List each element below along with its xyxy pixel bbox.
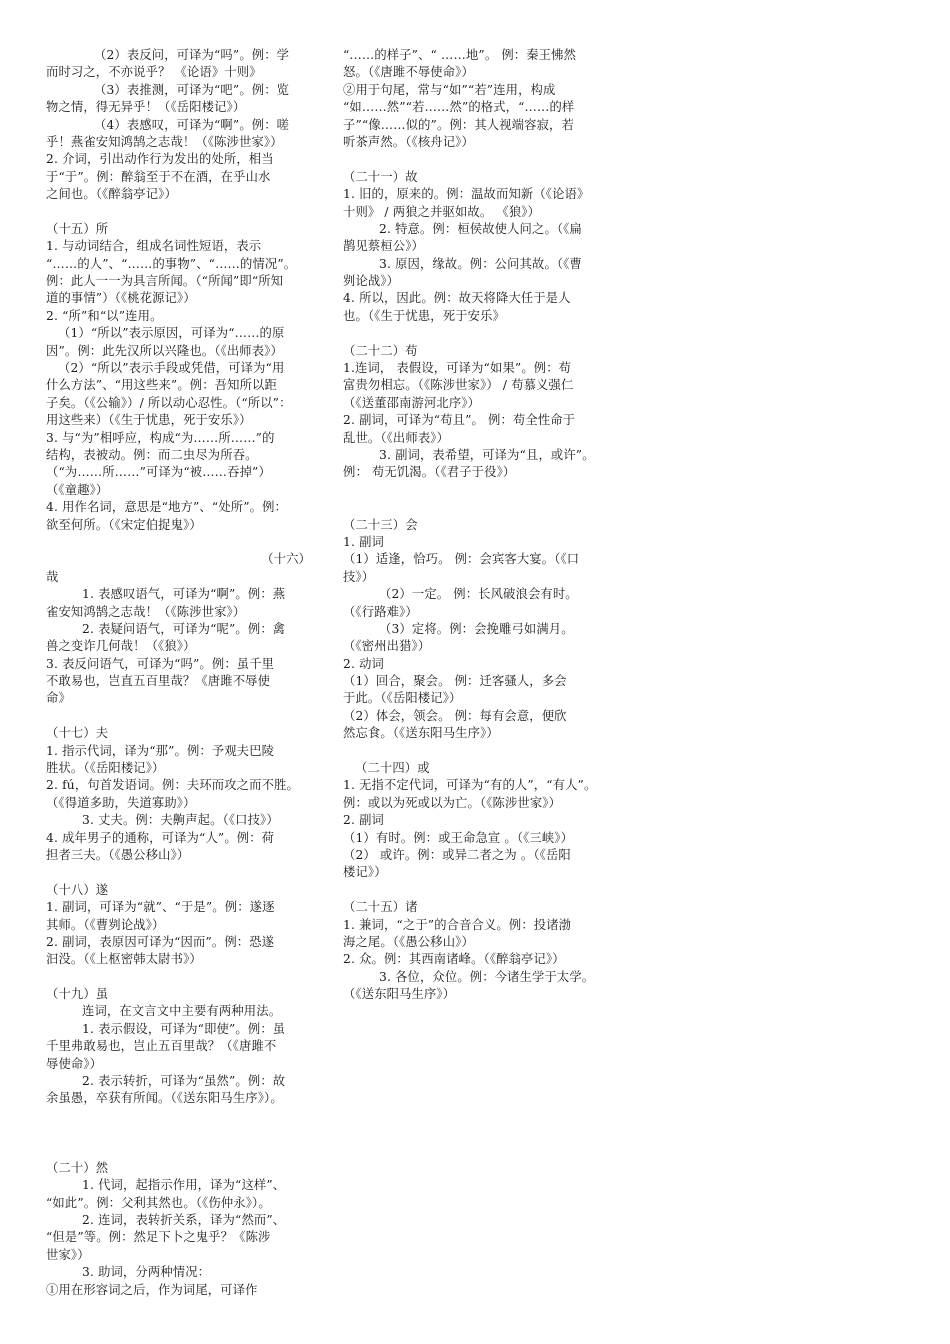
text-line: （1）有时。例：或王命急宣 。（《三峡》） bbox=[343, 830, 574, 845]
text-line: 2. 介词，引出动作行为发出的处所，相当 bbox=[46, 152, 274, 167]
text-line: 1. 代词，起指示作用，译为“这样”、 bbox=[82, 1178, 286, 1193]
text-line: “如……然”“若……然”的格式，“……的样 bbox=[343, 100, 575, 115]
text-line: 1. 表示假设，可译为“即使”。例：虽 bbox=[82, 1021, 286, 1036]
text-line: 胜状。（《岳阳楼记》） bbox=[46, 761, 165, 776]
text-line: （二十三）会 bbox=[343, 517, 418, 532]
text-line: ②用于句尾，常与“如”“若”连用，构成 bbox=[343, 82, 556, 97]
text-line: 辱使命》） bbox=[46, 1056, 103, 1071]
text-line: 十则》 / 两狼之并驱如故。 《狼》） bbox=[343, 204, 541, 219]
text-line: 3. 各位，众位。例：今诸生学于太学。 bbox=[379, 969, 595, 984]
text-line: （十六） bbox=[261, 552, 311, 567]
text-line: 也。（《生于忧患，死于安乐》 bbox=[343, 308, 505, 323]
text-line: ①用在形容词之后，作为词尾，可译作 bbox=[46, 1282, 258, 1297]
text-line: 而时习之，不亦说乎？ 《论语》十则》 bbox=[46, 65, 262, 80]
text-line: “……的样子”、“ ……地”。 例：秦王怫然 bbox=[343, 48, 577, 62]
blank-line bbox=[46, 969, 311, 986]
text-line: （二十四）或 bbox=[355, 761, 430, 776]
text-line: 兽之变诈几何哉！（《狼》） bbox=[46, 639, 196, 654]
text-line: 1. 旧的，原来的。例：温故而知新（《论语》 bbox=[343, 187, 590, 202]
right-column bbox=[343, 47, 611, 1004]
text-line: 其师。（《曹刿论战》） bbox=[46, 917, 165, 932]
text-line: （二十五）诸 bbox=[343, 900, 418, 915]
text-line: 世家》） bbox=[46, 1247, 90, 1262]
text-line: 因”。例：此先汉所以兴隆也。（《出师表》） bbox=[46, 343, 283, 358]
text-line: 担者三夫。（《愚公移山》） bbox=[46, 847, 190, 862]
text-line: 例： 苟无饥渴。（《君子于役》） bbox=[343, 465, 516, 480]
text-line: 物之情，得无异乎！（《岳阳楼记》） bbox=[46, 100, 246, 115]
blank-line bbox=[343, 482, 611, 517]
text-line: 2. fú，句首发语词。例：夫环而攻之而不胜。 bbox=[46, 778, 299, 793]
text-line: 2. 众。例：其西南诸峰。（《醉翁亭记》） bbox=[343, 952, 565, 967]
text-line: （3）定将。例：会挽雕弓如满月。 bbox=[379, 621, 574, 636]
text-line: （十七）夫 bbox=[46, 726, 109, 741]
text-line: （2）体会，领会。 例：每有会意，便欣 bbox=[343, 708, 567, 723]
text-line: 2. 副词 bbox=[343, 813, 384, 828]
text-line: 2. 副词，可译为“苟且”。 例：苟全性命于 bbox=[343, 413, 576, 428]
text-line: 例：此人一一为具言所闻。（“所闻”即“所知 bbox=[46, 274, 284, 289]
text-line: （2）“所以”表示手段或凭借，可译为“用 bbox=[58, 361, 285, 376]
text-line: 1. 表感叹语气，可译为“啊”。例：燕 bbox=[82, 587, 286, 602]
text-line: 2. 表示转折，可译为“虽然”。例：故 bbox=[82, 1074, 286, 1089]
text-line: （十九）虽 bbox=[46, 987, 109, 1002]
text-line: 刿论战》） bbox=[343, 274, 400, 289]
text-line: 欲至何所。（《宋定伯捉鬼》） bbox=[46, 517, 202, 532]
text-line: 4. 用作名词，意思是“地方”、“处所”。例： bbox=[46, 500, 287, 515]
text-line: （二十一）故 bbox=[343, 169, 418, 184]
text-line: 3. 副词，表希望，可译为“且，或许”。 bbox=[379, 447, 595, 462]
text-line: （十八）遂 bbox=[46, 882, 109, 897]
text-line: 3. 助词，分两种情况： bbox=[82, 1265, 211, 1280]
text-line: （《行路难》） bbox=[343, 604, 418, 619]
text-line: 1. 与动词结合，组成名词性短语，表示 bbox=[46, 239, 262, 254]
text-line: 1.连词， 表假设，可译为“如果”。例：苟 bbox=[343, 361, 572, 376]
text-line: 2. “所”和“以”连用。 bbox=[46, 308, 163, 323]
text-line: “……的人”、“……的事物”、“……的情况”。 bbox=[46, 256, 297, 271]
text-line: 2. 表疑问语气，可译为“呢”。例：禽 bbox=[82, 621, 286, 636]
text-line: 2. 副词，表原因可译为“因而”。例：恐遂 bbox=[46, 934, 275, 949]
text-line: 连词，在文言文中主要有两种用法。 bbox=[82, 1004, 282, 1019]
text-line: 1. 兼词，“之于”的合音合义。例：投诸渤 bbox=[343, 917, 572, 932]
text-line: 然忘食。（《送东阳马生序》） bbox=[343, 726, 499, 741]
text-line: 余虽愚，卒获有所闻。（《送东阳马生序》）。 bbox=[46, 1091, 283, 1106]
text-line: 富贵勿相忘。（《陈涉世家》） / 苟慕义强仁 bbox=[343, 378, 574, 393]
text-line: （《送东阳马生序》） bbox=[343, 987, 456, 1002]
text-line: 汩没。（《上枢密韩太尉书》） bbox=[46, 952, 202, 967]
text-line: 3. 表反问语气，可译为“吗”。例：虽千里 bbox=[46, 656, 275, 671]
text-line: 例：或以为死或以为亡。（《陈涉世家》） bbox=[343, 795, 562, 810]
text-line: 1. 无指不定代词，可译为“有的人”，“有人”。 bbox=[343, 778, 597, 793]
text-line: 雀安知鸿鹄之志哉！（《陈涉世家》） bbox=[46, 604, 246, 619]
text-line: （《送董邵南游河北序》） bbox=[343, 395, 481, 410]
text-line: （4）表感叹，可译为“啊”。例：嗟 bbox=[94, 117, 290, 132]
text-line: 楼记》） bbox=[343, 865, 387, 880]
text-line: 2. 连词，表转折关系，译为“然而”、 bbox=[82, 1213, 286, 1227]
text-line: （1）回合，聚会。 例：迁客骚人，多会 bbox=[343, 674, 567, 689]
text-line: （3）表推测，可译为“吧”。例：览 bbox=[94, 82, 290, 97]
text-line: 道的事情”）（《桃花源记》） bbox=[46, 291, 196, 306]
text-line: （2）一定。 例：长风破浪会有时。 bbox=[379, 587, 578, 602]
text-line: 于此。（《岳阳楼记》） bbox=[343, 691, 462, 706]
blank-line bbox=[46, 534, 311, 551]
text-line: 乱世。（《出师表》） bbox=[343, 430, 450, 445]
text-line: 于“于”。例：醉翁至于不在酒，在乎山水 bbox=[46, 169, 271, 184]
blank-line bbox=[46, 1108, 311, 1160]
text-line: 2. 特意。例：桓侯故使人问之。（《扁 bbox=[379, 221, 582, 236]
text-line: 1. 指示代词，译为“那”。例：予观夫巴陵 bbox=[46, 743, 275, 758]
blank-line bbox=[343, 743, 611, 760]
text-line: （“为……所……”可译为“被……吞掉”） bbox=[46, 465, 271, 480]
text-line: 什么方法”、“用这些来”。例：吾知所以距 bbox=[46, 378, 277, 393]
text-line: （《密州出猎》） bbox=[343, 639, 431, 654]
text-line: 不敢易也，岂直五百里哉？《唐雎不辱使 bbox=[46, 674, 271, 689]
text-line: 鹊见蔡桓公》） bbox=[343, 239, 424, 254]
text-line: 3. 与“为”相呼应，构成“为……所……”的 bbox=[46, 430, 275, 445]
blank-line bbox=[46, 708, 311, 725]
text-line: （1）适逢，恰巧。 例：会宾客大宴。（《口 bbox=[343, 552, 580, 567]
blank-line bbox=[46, 864, 311, 881]
text-line: 怒。（《唐雎不辱使命》） bbox=[343, 65, 474, 80]
text-line: 乎！燕雀安知鸿鹄之志哉！（《陈涉世家》） bbox=[46, 134, 283, 149]
text-line: 之间也。（《醉翁亭记》） bbox=[46, 187, 177, 202]
text-line: 2. 动词 bbox=[343, 656, 384, 671]
text-line: 命》 bbox=[46, 691, 71, 706]
blank-line bbox=[343, 151, 611, 168]
text-line: 结构，表被动。例：而二虫尽为所吞。 bbox=[46, 447, 258, 462]
text-line: （《得道多助，失道寡助》） bbox=[46, 795, 196, 810]
text-line: 4. 成年男子的通称，可译为“人”。例：荷 bbox=[46, 830, 275, 845]
text-line: 子矣。（《公输》）/ 所以动心忍性。（“所以”： bbox=[46, 395, 292, 410]
text-line: 哉 bbox=[46, 569, 59, 584]
text-line: 听茶声然。（《核舟记》） bbox=[343, 134, 474, 149]
text-line: 技》） bbox=[343, 569, 375, 584]
text-line: 4. 所以，因此。例：故天将降大任于是人 bbox=[343, 291, 571, 306]
left-column bbox=[46, 47, 311, 1299]
text-line: （2）表反问，可译为“吗”。例：学 bbox=[94, 48, 290, 62]
text-line: “如此”。例：父利其然也。（《伤仲永》）。 bbox=[46, 1195, 271, 1210]
text-line: 海之尾。（《愚公移山》） bbox=[343, 934, 474, 949]
text-line: 用这些来）（《生于忧患，死于安乐》） bbox=[46, 413, 252, 428]
text-line: “但是”等。例：然足下卜之鬼乎？《陈涉 bbox=[46, 1230, 271, 1245]
text-line: （2） 或许。例：或异二者之为 。（《岳阳 bbox=[343, 847, 571, 862]
text-line: 子”“像……似的”。例：其人视端容寂，若 bbox=[343, 117, 574, 132]
text-line: （二十）然 bbox=[46, 1160, 109, 1175]
blank-line bbox=[343, 882, 611, 899]
text-line: 1. 副词，可译为“就”、“于是”。例：遂逐 bbox=[46, 900, 275, 915]
text-line: 3. 丈夫。例：夫齁声起。（《口技》） bbox=[82, 813, 279, 828]
text-line: 千里弗敢易也，岂止五百里哉？（《唐雎不 bbox=[46, 1039, 277, 1054]
blank-line bbox=[343, 325, 611, 342]
text-line: （十五）所 bbox=[46, 221, 109, 236]
text-line: 3. 原因，缘故。例：公问其故。（《曹 bbox=[379, 256, 582, 271]
text-line: （二十二）苟 bbox=[343, 343, 418, 358]
text-line: 1. 副词 bbox=[343, 534, 384, 549]
blank-line bbox=[46, 204, 311, 221]
text-line: （《童趣》） bbox=[46, 482, 109, 497]
text-line: （1）“所以”表示原因，可译为“……的原 bbox=[58, 326, 285, 341]
